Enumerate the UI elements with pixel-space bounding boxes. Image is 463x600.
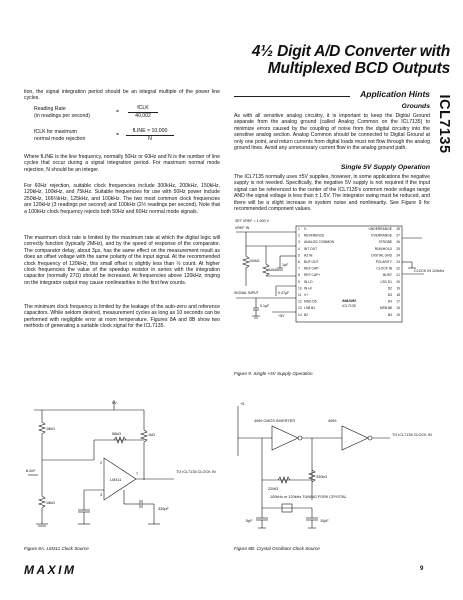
- fig9-right-pin-number: 20: [396, 279, 400, 284]
- fig9-left-pin-label: B2: [304, 312, 309, 317]
- fig9-maxim-mark: MAXIM: [342, 298, 356, 303]
- fig9-res-100k-label: 100kΩ: [249, 259, 260, 263]
- fig9-left-pin-number: 5: [298, 253, 300, 258]
- part-number: ICL7135: [436, 94, 452, 154]
- eq2-numerator: fLINE × 10,000: [132, 128, 168, 134]
- fig9-left-pin-number: 3: [298, 240, 300, 245]
- fig8b-5v-label: +5: [240, 402, 245, 406]
- fig9-left-pin-label: BUF OUT: [304, 260, 319, 264]
- figure-9-caption: Figure 9. Single +5V Supply Operation: [234, 371, 313, 376]
- fig9-left-pin-number: 1: [298, 227, 300, 231]
- fig9-clock-in-label: CLOCK IN 120kHz: [414, 269, 445, 273]
- fig9-left-pin-number: 13: [298, 306, 302, 311]
- fig8b-output-label: TO ICL7135 CLOCK IN: [392, 433, 432, 437]
- fig9-right-pin-label: STROBE: [378, 240, 392, 245]
- fig9-left-pin-label: ANALOG COMMON: [304, 240, 335, 245]
- fig8b-crystal-label: 100kHz or 120kHz TUNING FORK CRYSTAL: [270, 495, 347, 499]
- fig9-left-pin-number: 8: [298, 273, 300, 278]
- max-rejection-equation: [34, 128, 214, 152]
- fig9-cap-1uf-label: 1µF: [282, 263, 289, 267]
- fig9-right-pin-number: 17: [396, 299, 400, 304]
- paragraph-min-clock: The minimum clock frequency is limited by the leakage of the auto-zero and reference capacitors. While seldom desired, measurement cycles as long as 10 seconds can be performed with negligible error at room temperature. Figures 8A and 8B show two methods of generating a suitable clock signal for the ICL7135.: [24, 304, 220, 330]
- eq1-equals: =: [116, 109, 120, 115]
- fig9-right-pin-number: 27: [396, 233, 400, 238]
- fig9-right-pin-number: 28: [396, 227, 400, 231]
- fig9-right-pin-label: D2: [387, 286, 392, 291]
- fig8a-pin7: 7: [136, 472, 139, 476]
- eq1-numerator: fCLK: [137, 105, 149, 111]
- fig9-cap-047-label: 0.47µF: [278, 291, 290, 295]
- fig9-right-pin-label: D3: [387, 293, 392, 297]
- fig8b-c1-label: 5pF: [246, 519, 253, 523]
- fig9-left-pin-number: 12: [298, 299, 302, 304]
- eq2-denominator: N: [148, 135, 152, 142]
- section-heading: Application Hints: [350, 89, 430, 99]
- fig9-left-pin-label: AZ IN: [304, 253, 313, 258]
- fig9-left-pin-number: 9: [298, 279, 300, 284]
- fig8a-pin2: 2: [100, 461, 103, 465]
- intro-paragraph: tion, the signal integration period should be an integral multiple of the power line cycles.: [24, 89, 220, 102]
- fig9-left-pin-number: 2: [298, 233, 300, 238]
- fig9-left-pin-label: REF CAP+: [304, 273, 321, 278]
- fig9-left-pin-number: 14: [298, 312, 302, 317]
- fig9-vref-in-label: VREF IN: [235, 226, 250, 230]
- fig9-left-pin-number: 11: [298, 293, 302, 297]
- fig9-right-pin-number: 23: [396, 260, 400, 264]
- fig9-right-pin-label: D4: [387, 299, 392, 304]
- fig8a-5v-label: 5V: [112, 401, 117, 405]
- figure-9-schematic: [232, 216, 445, 369]
- fig8b-inverter2-label: 4069: [328, 419, 337, 423]
- fig9-right-pin-number: 22: [396, 266, 400, 271]
- fig8a-r1-label: 18kΩ: [46, 427, 55, 431]
- fig9-set-vref-label: SET VREF = 1.000 V: [235, 219, 269, 223]
- fig9-left-pin-label: MSD D5: [304, 299, 317, 304]
- fig9-left-pin-label: REF CAP-: [304, 266, 320, 271]
- fig9-right-pin-label: MSB B8: [379, 306, 392, 311]
- figure-8a-caption: Figure 8A. LM311 Clock Source: [24, 546, 89, 551]
- subheading-single-supply: Single 5V Supply Operation: [340, 164, 430, 171]
- fig9-right-pin-number: 18: [396, 293, 400, 297]
- eq2-label-b: normal mode rejection: [34, 136, 86, 142]
- fig9-left-pin-label: LSB B1: [304, 306, 316, 311]
- fig9-right-pin-label: LSD D1: [380, 279, 392, 284]
- page-number: 9: [420, 566, 424, 572]
- figure-8b-caption: Figure 8B. Crystal Oscillator Clock Source: [234, 546, 320, 551]
- fig9-right-pin-label: POLARITY: [375, 260, 392, 264]
- fig9-left-pin-number: 10: [298, 286, 302, 291]
- fig9-left-pin-label: INT OUT: [304, 246, 318, 251]
- fig9-right-pin-number: 19: [396, 286, 400, 291]
- eq1-denominator: 40,002: [135, 112, 151, 119]
- fig9-chip-name: ICL7135: [342, 304, 356, 308]
- figure-8b-schematic: [232, 400, 432, 540]
- fig8b-c2-label: 10pF: [320, 519, 329, 523]
- fig9-right-pin-label: BUSY: [383, 273, 392, 278]
- fig9-right-pin-number: 25: [396, 246, 400, 251]
- fig9-left-pin-label: REFERENCE: [304, 233, 325, 238]
- title-line-2: Multiplexed BCD Outputs: [267, 60, 450, 77]
- fig9-right-pin-number: 15: [396, 312, 400, 317]
- fig9-left-pin-number: 4: [298, 246, 300, 251]
- fig9-left-pin-label: V-: [304, 227, 308, 231]
- fig8a-ic-label: LM311: [110, 478, 122, 482]
- fig9-vplus-label: +5V: [278, 314, 285, 318]
- fig8a-output-label: TO ICL7135 CLOCK IN: [176, 470, 216, 474]
- fig8a-r4-label: 18kΩ: [46, 501, 55, 505]
- eq2-label-a: fCLK for maximum: [34, 129, 77, 135]
- paragraph-single-supply: The ICL7135 normally uses ±5V supplies, however, in some applications the negative supply is not needed. Specifically, the negative 5V supply is not required if the input signal can be referenced to the center of the ICL7135's common mode voltage range AND the signal voltage is less than ± 1.5V. The integrator swing must be reduced, and there will be a slight increase in system noise and nonlinearity. See Figure 9 for recommended component values.: [234, 174, 430, 213]
- fig8a-c2-label: 330pF: [158, 507, 169, 511]
- paragraph-where: Where fLINE is the line frequency, normally 50Hz or 60Hz and N is the number of line cycles that occur during a signal integration period. For maximum normal mode rejection, N should be an integer.: [24, 154, 220, 173]
- fig8a-r2-label: 56kΩ: [112, 432, 121, 436]
- title-line-1: 4½ Digit A/D Converter with: [251, 43, 450, 60]
- figure-8a-schematic: [24, 400, 220, 540]
- fig9-right-pin-number: 24: [396, 253, 400, 258]
- eq1-label-b: (in readings per second): [34, 113, 90, 119]
- fig9-right-pin-label: OVERRANGE: [370, 233, 392, 238]
- fig9-right-pin-label: B4: [387, 312, 392, 317]
- page-title: [150, 43, 450, 77]
- fig9-left-pin-label: V+: [304, 293, 309, 297]
- eq1-label-a: Reading Rate: [34, 106, 66, 112]
- part-number-side-label: [432, 88, 456, 168]
- fig8b-inverter1-label: 4069 CMOS INVERTER: [254, 419, 296, 423]
- fig9-left-pin-label: IN LO: [304, 279, 313, 284]
- paragraph-60hz: For 60Hz rejection, suitable clock frequencies include 300kHz, 200kHz, 150kHz, 120kHz, 100kHz, and 75kHz. Suitable frequencies for use with 50Hz power include 250kHz, 166⅔kHz, 125kHz, and 100kHz. The two most common clock frequencies are 120kHz (3 readings per second) and 100kHz (2½ readings per second). Note that a 100kHz clock frequency rejects both 50Hz and 60Hz normal mode signals.: [24, 183, 220, 215]
- paragraph-max-clock: The maximum clock rate is limited by the maximum rate at which the digital logic will correctly function (typically 2MHz), and by the speed of response of the comparator. The comparator delay, about 3µs, has the same effect on the measurement result as does an offset voltage with the same polarity of the input signal. At the recommended clock frequency of 120kHz, this small offset is slightly less than ½ count. At higher clock frequencies the value of the speedup resistor in series with the integration capacitor (normally 27Ω) should be increased. At frequencies above 120kHz, ringing on the integrator output may cause nonlinearities in the first few counts.: [24, 235, 220, 286]
- fig9-right-pin-number: 21: [396, 273, 400, 278]
- fig9-left-pin-label: IN HI: [304, 286, 312, 291]
- subheading-grounds: Grounds: [401, 103, 430, 110]
- fig9-right-pin-label: CLOCK IN: [376, 266, 392, 271]
- fig9-right-pin-number: 26: [396, 240, 400, 245]
- fig8a-r3-label: 1kΩ: [148, 433, 155, 437]
- fig8a-c1-label: 8.2nF: [26, 469, 36, 473]
- fig9-signal-input-label: SIGNAL INPUT: [234, 291, 259, 295]
- fig9-right-pin-number: 16: [396, 306, 400, 311]
- paragraph-grounds: As with all sensitive analog circuitry, it is important to keep the Digital Ground separate from the analog ground (called Analog Common on the ICL7135) to minimize errors caused by the coupling of noise from the digital circuitry into the sensitive analog section. Analog Common should be connected to Digital Ground at only one point, and return currents from digital loads must not flow through the analog ground lines. Avoid any unnecessary current flow in the analog ground path.: [234, 113, 430, 152]
- fig9-left-pin-number: 7: [298, 266, 300, 271]
- fig8a-pin3: 3: [100, 493, 103, 497]
- maxim-logo: MAXIM: [24, 563, 77, 577]
- eq2-equals: =: [116, 132, 120, 138]
- fig9-left-pin-number: 6: [298, 260, 300, 264]
- fig9-right-pin-label: UNDERRANGE: [368, 227, 392, 231]
- fig8b-r2-label: 330kΩ: [316, 475, 328, 479]
- fig9-cap-01uf-label: 0.1µF: [260, 304, 270, 308]
- fig9-right-pin-label: DIGITAL GND: [371, 253, 392, 258]
- fig9-res-10k-label: 10kΩ: [269, 268, 278, 272]
- fig8b-r1-label: 22MΩ: [268, 487, 279, 491]
- fig9-right-pin-label: RUN/HOLD: [374, 246, 392, 251]
